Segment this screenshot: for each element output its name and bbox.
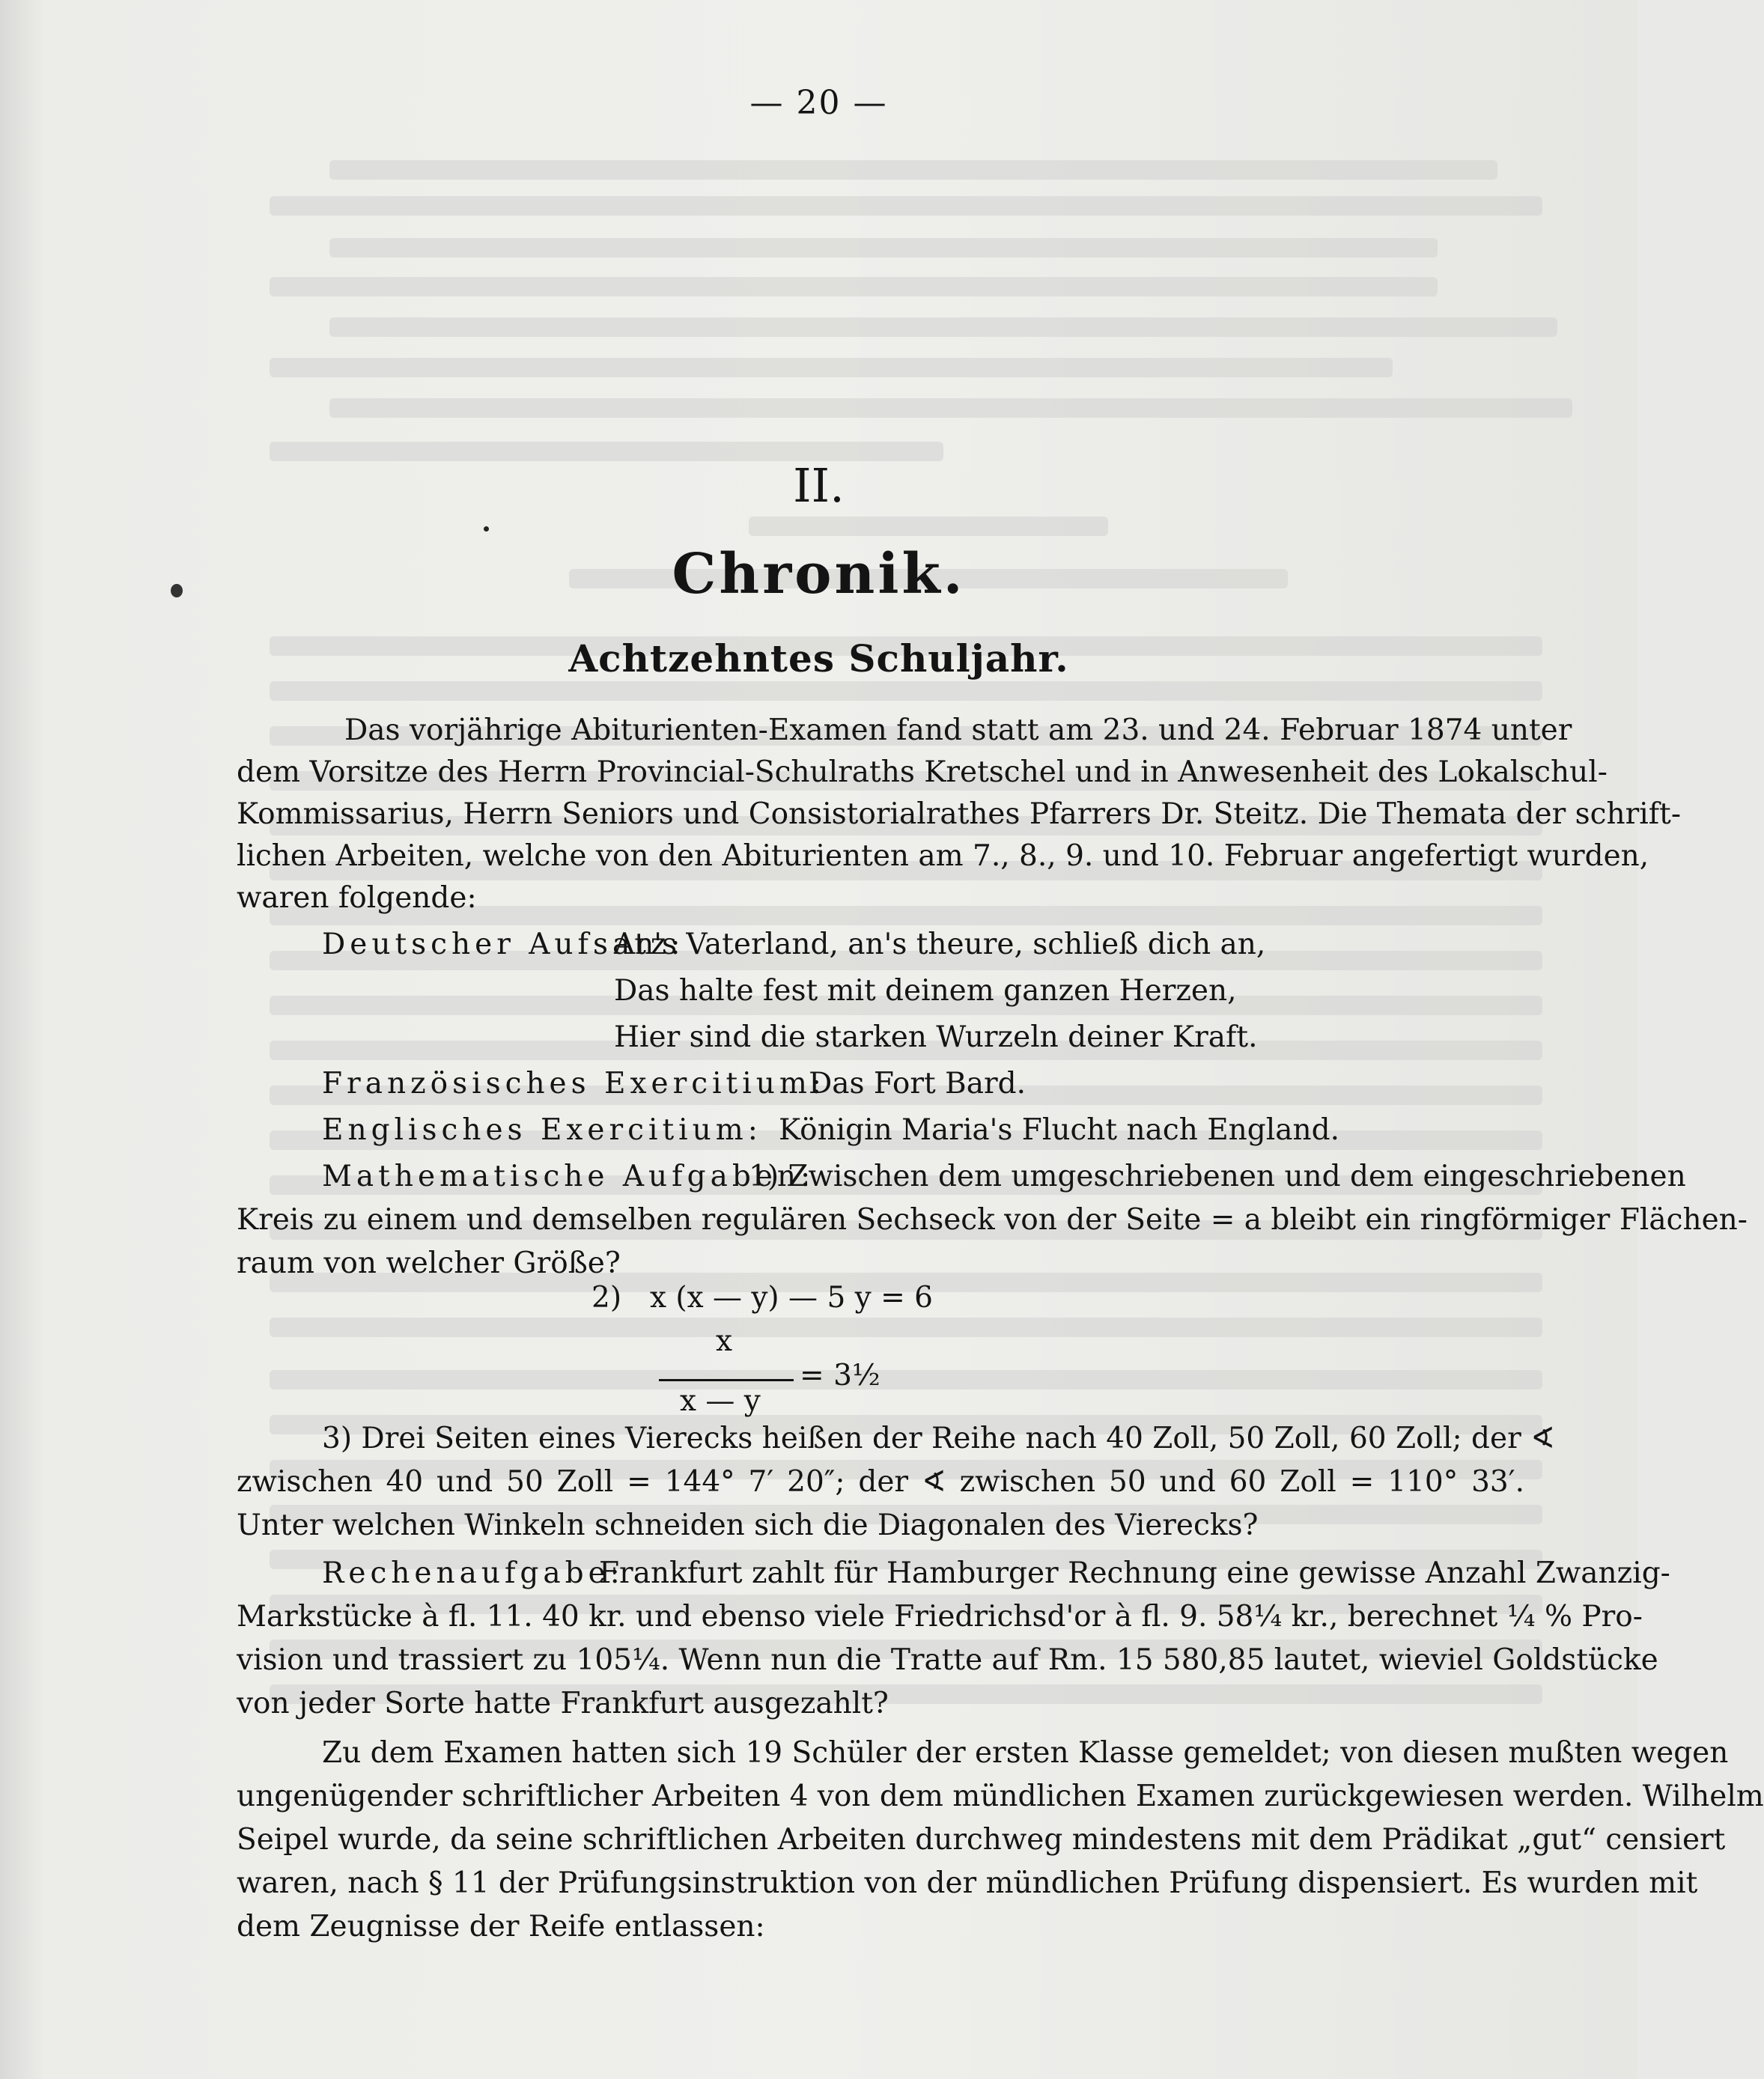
closing-line: Zu dem Examen hatten sich 19 Schüler der ersten Klasse gemeldet; von diesen mußten wegen (322, 1736, 1729, 1770)
english-exercise-text: Königin Maria's Flucht nach England. (779, 1113, 1339, 1147)
chapter-title: Chronik. (672, 542, 966, 606)
german-essay-verse: Hier sind die starken Wurzeln deiner Kraft. (614, 1020, 1258, 1054)
arithmetic-line: von jeder Sorte hatte Frankfurt ausgezahlt? (237, 1687, 889, 1720)
math-fraction-result: = 3½ (800, 1359, 881, 1392)
stray-mark (484, 526, 489, 532)
intro-line: lichen Arbeiten, welche von den Abiturienten am 7., 8., 9. und 10. Februar angefertigt wurden, (237, 839, 1649, 873)
german-essay-label: Deutscher Aufsatz: (322, 928, 685, 961)
page-number: — 20 — (749, 84, 888, 122)
math-fraction-numerator: x (716, 1324, 732, 1358)
math-task-line: 3) Drei Seiten eines Vierecks heißen der Reihe nach 40 Zoll, 50 Zoll, 60 Zoll; der ∢ (322, 1422, 1555, 1455)
french-exercise-text: Das Fort Bard. (809, 1067, 1026, 1101)
arithmetic-label: Rechenaufgabe: (322, 1556, 624, 1590)
math-equation-1: x (x — y) — 5 y = 6 (650, 1281, 933, 1315)
german-essay-verse: An's Vaterland, an's theure, schließ dich an, (614, 928, 1266, 961)
intro-line: Kommissarius, Herrn Seniors und Consistorialrathes Pfarrers Dr. Steitz. Die Themata der schrift- (237, 797, 1682, 831)
arithmetic-line: vision und trassiert zu 105¼. Wenn nun die Tratte auf Rm. 15 580,85 lautet, wieviel Goldstücke (237, 1643, 1658, 1677)
french-exercise-label: Französisches Exercitium: (322, 1067, 826, 1101)
math-task-line: 1) Zwischen dem umgeschriebenen und dem eingeschriebenen (749, 1160, 1686, 1193)
intro-line: dem Vorsitze des Herrn Provincial-Schulraths Kretschel und in Anwesenheit des Lokalschul- (237, 755, 1608, 789)
math-fraction-bar (659, 1379, 794, 1381)
math-task-line: zwischen 40 und 50 Zoll = 144° 7′ 20″; der ∢ zwischen 50 und 60 Zoll = 110° 33′. (237, 1465, 1524, 1499)
english-exercise-label: Englisches Exercitium: (322, 1113, 762, 1147)
arithmetic-line: Markstücke à fl. 11. 40 kr. und ebenso viele Friedrichsd'or à fl. 9. 58¼ kr., berechnet ¼ % Pro- (237, 1600, 1643, 1634)
intro-line: Das vorjährige Abiturienten-Examen fand statt am 23. und 24. Februar 1874 unter (344, 713, 1572, 747)
closing-line: ungenügender schriftlicher Arbeiten 4 von dem mündlichen Examen zurückgewiesen werden. Wilhelm (237, 1780, 1764, 1813)
german-essay-verse: Das halte fest mit deinem ganzen Herzen, (614, 974, 1237, 1008)
section-numeral: II. (793, 458, 845, 513)
math-fraction-denominator: x — y (680, 1384, 761, 1418)
subheading: Achtzehntes Schuljahr. (568, 636, 1069, 681)
math-task-line: raum von welcher Größe? (237, 1247, 621, 1280)
closing-line: waren, nach § 11 der Prüfungsinstruktion von der mündlichen Prüfung dispensiert. Es wurden mit (237, 1866, 1698, 1900)
math-task-line: Kreis zu einem und demselben regulären Sechseck von der Seite = a bleibt ein ringförmiger Flächen- (237, 1203, 1748, 1237)
closing-line: Seipel wurde, da seine schriftlichen Arbeiten durchweg mindestens mit dem Prädikat „gut“ censiert (237, 1823, 1726, 1857)
closing-line: dem Zeugnisse der Reife entlassen: (237, 1910, 765, 1943)
math-task-line: Unter welchen Winkeln schneiden sich die Diagonalen des Vierecks? (237, 1509, 1259, 1542)
intro-line: waren folgende: (237, 881, 477, 915)
math-label: Mathematische Aufgaben: (322, 1160, 815, 1193)
math-task-number: 2) (591, 1281, 622, 1315)
arithmetic-line: Frankfurt zahlt für Hamburger Rechnung eine gewisse Anzahl Zwanzig- (599, 1556, 1670, 1590)
